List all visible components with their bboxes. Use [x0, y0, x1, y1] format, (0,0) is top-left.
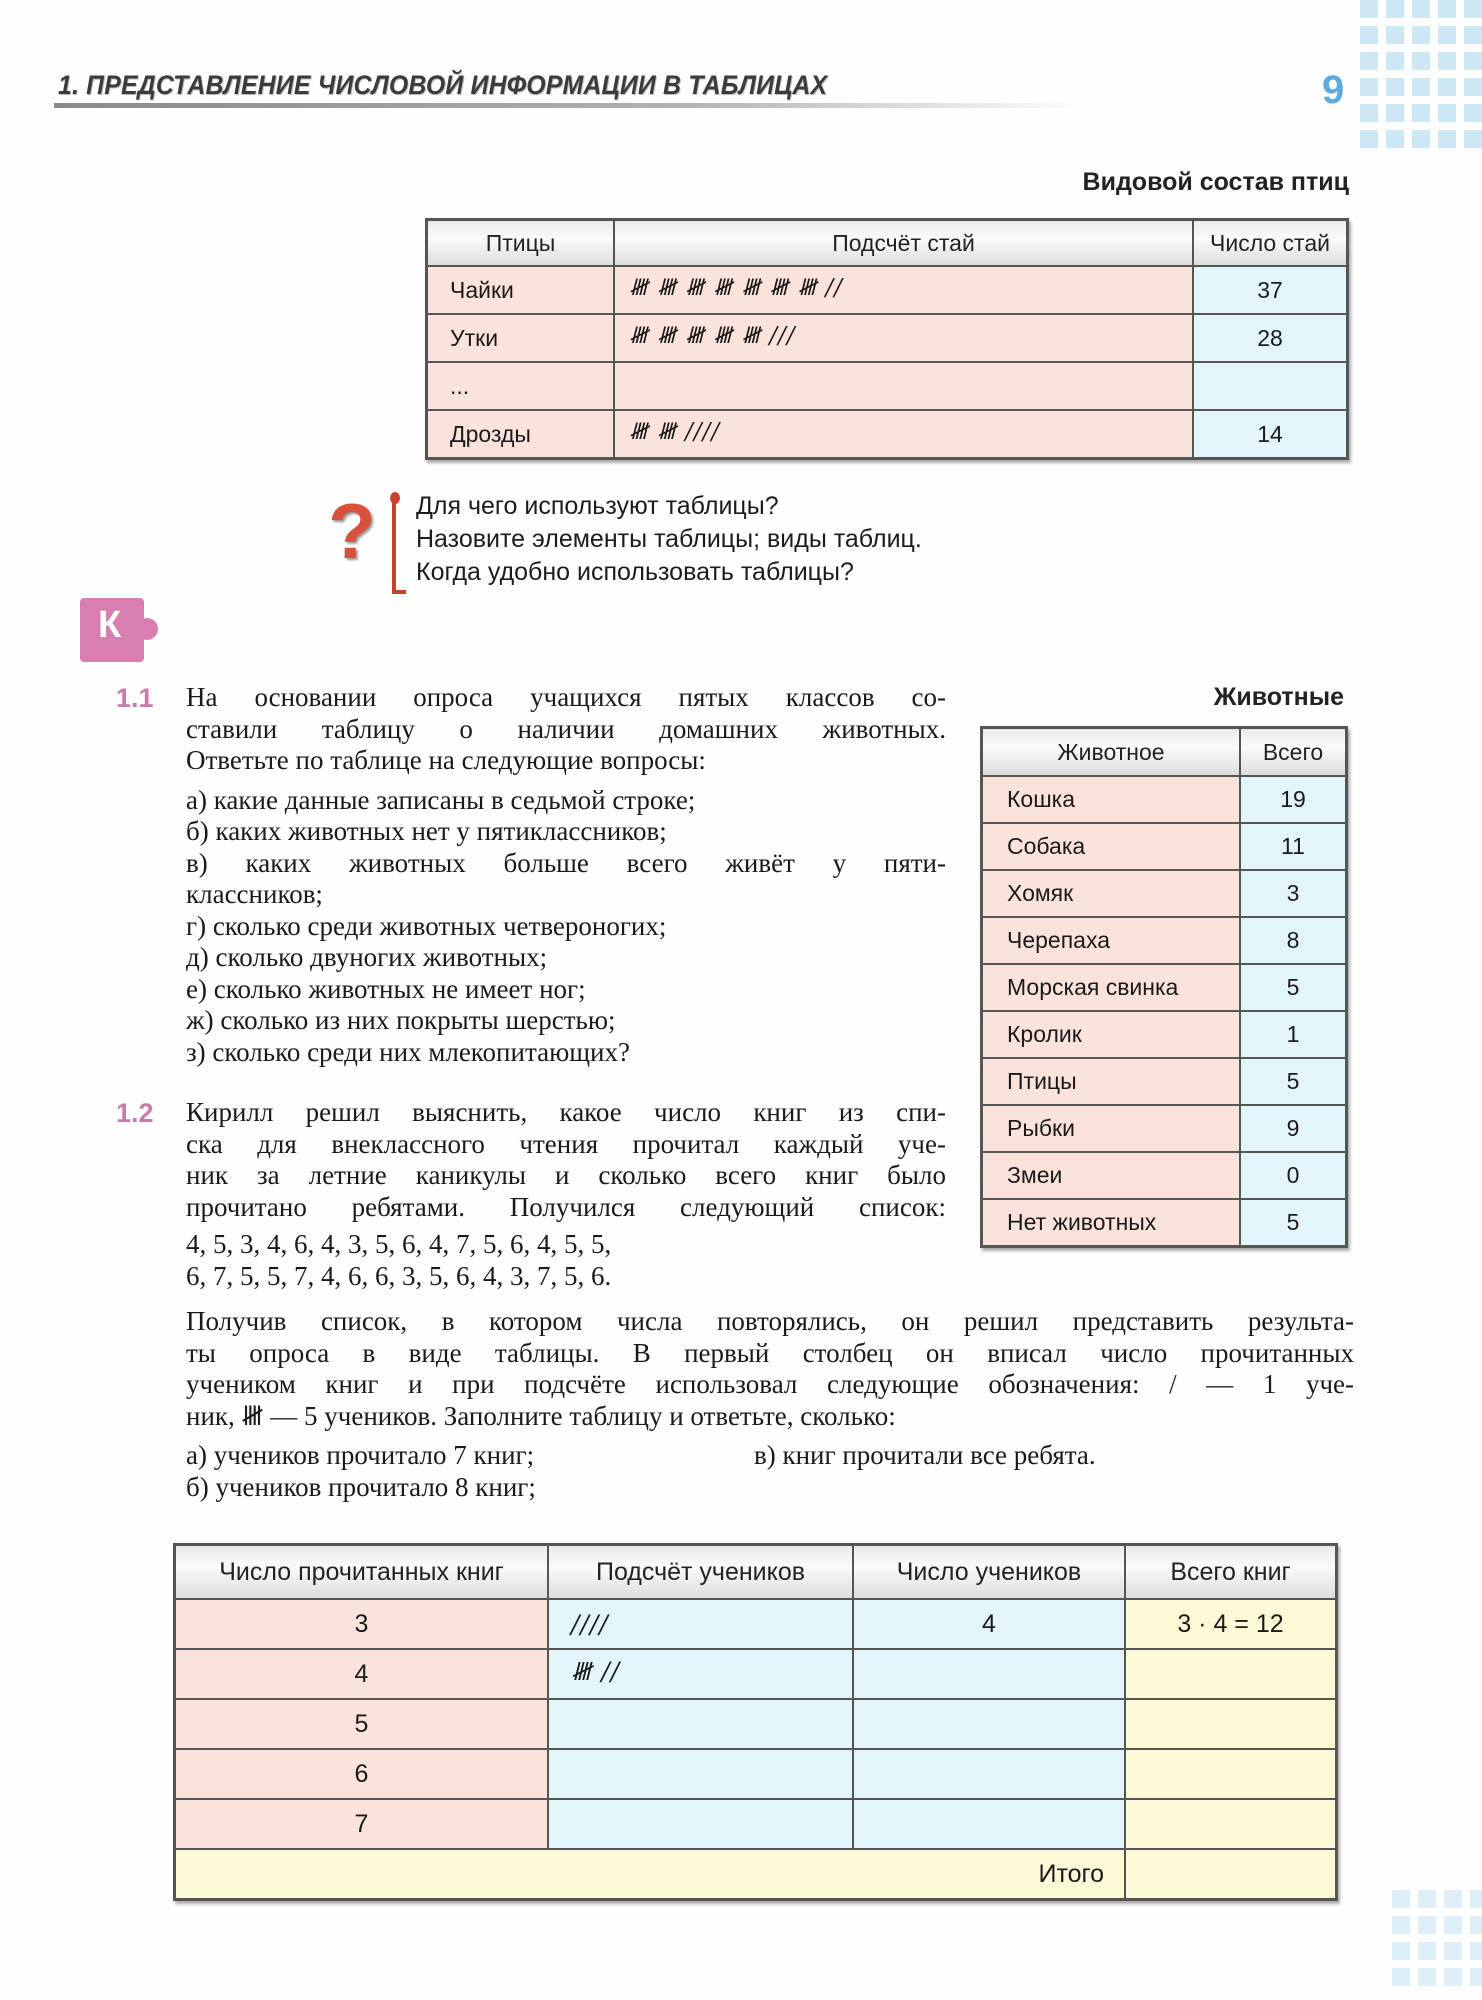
animal-total: 9: [1240, 1105, 1347, 1152]
question-mark-icon: ?: [328, 487, 376, 575]
review-question: Для чего используют таблицы?: [416, 492, 779, 520]
text-line: Ответьте по таблице на следующие вопросы:: [186, 745, 706, 775]
bird-name: ...: [427, 362, 615, 410]
tally-cell[interactable]: [548, 1799, 853, 1849]
table-row: [982, 964, 1347, 1011]
table-row: [982, 917, 1347, 964]
total-value-cell[interactable]: [1125, 1849, 1337, 1900]
books-read: 6: [175, 1749, 549, 1799]
text-line: Получив список, в котором числа повторялись, он решил представить результа-: [186, 1306, 1354, 1336]
animal-total: 5: [1240, 1058, 1347, 1105]
column-header: Подсчёт учеников: [548, 1545, 853, 1600]
flock-count: 37: [1193, 266, 1348, 314]
question-item: а) какие данные записаны в седьмой строке;: [186, 784, 696, 815]
animal-name: Морская свинка: [982, 964, 1241, 1011]
header-rule: [54, 103, 1084, 108]
question-item: б) учеников прочитало 8 книг;: [186, 1471, 536, 1502]
exercise-1-1-text: [186, 682, 946, 1068]
puzzle-piece-icon: [80, 598, 144, 662]
animal-name: Птицы: [982, 1058, 1241, 1105]
table-row: [427, 410, 1348, 459]
column-header: Всего: [1240, 728, 1347, 777]
table-row: [427, 362, 1348, 410]
text-line: прочитано ребятами. Получился следующий список:: [186, 1191, 946, 1222]
number-list-line: 4, 5, 3, 4, 6, 4, 3, 5, 6, 4, 7, 5, 6, 4, 5, 5,: [186, 1229, 612, 1259]
chapter-title: 1. ПРЕДСТАВЛЕНИЕ ЧИСЛОВОЙ ИНФОРМАЦИИ В ТАБЛИЦАХ: [58, 70, 828, 100]
animal-total: 3: [1240, 870, 1347, 917]
birds-table: [425, 218, 1349, 460]
question-item: классников;: [186, 879, 323, 909]
total-books-cell[interactable]: [1125, 1799, 1337, 1849]
column-header: Подсчёт стай: [614, 220, 1193, 267]
birds-table-caption: Видовой состав птиц: [1082, 168, 1349, 196]
total-books-cell[interactable]: [1125, 1749, 1337, 1799]
tally-cell[interactable]: 𝍸 //: [548, 1649, 853, 1699]
question-item: з) сколько среди них млекопитающих?: [186, 1036, 630, 1067]
flock-count: 28: [1193, 314, 1348, 362]
animals-table: [980, 726, 1348, 1248]
column-header: Число стай: [1193, 220, 1348, 267]
table-row: [175, 1649, 1337, 1699]
animal-total: 1: [1240, 1011, 1347, 1058]
review-questions: [416, 490, 922, 589]
table-row: [175, 1749, 1337, 1799]
animal-total: 0: [1240, 1152, 1347, 1199]
table-row: [427, 314, 1348, 362]
text-line: ты опроса в виде таблицы. В первый столбец он вписал число прочитанных: [186, 1337, 1354, 1368]
table-row: [175, 1799, 1337, 1849]
animal-total: 11: [1240, 823, 1347, 870]
total-books-cell[interactable]: [1125, 1649, 1337, 1699]
table-row: [175, 1699, 1337, 1749]
table-row: [982, 1058, 1347, 1105]
column-header: Число учеников: [853, 1545, 1125, 1600]
table-row: [982, 1105, 1347, 1152]
tally-marks: 𝍸 𝍸 𝍸 𝍸 𝍸 𝍸 𝍸 //: [614, 266, 1193, 314]
text-line: ска для внеклассного чтения прочитал каждый уче-: [186, 1128, 946, 1159]
tally-marks: 𝍸 𝍸 𝍸 𝍸 𝍸 ///: [614, 314, 1193, 362]
students-cell[interactable]: 4: [853, 1599, 1125, 1649]
review-question: Когда удобно использовать таблицы?: [416, 558, 854, 586]
students-cell[interactable]: [853, 1649, 1125, 1699]
bird-name: Чайки: [427, 266, 615, 314]
animal-name: Кролик: [982, 1011, 1241, 1058]
animal-name: Собака: [982, 823, 1241, 870]
review-question: Назовите элементы таблицы; виды таблиц.: [416, 525, 922, 553]
books-read: 5: [175, 1699, 549, 1749]
animal-name: Черепаха: [982, 917, 1241, 964]
bird-name: Дрозды: [427, 410, 615, 459]
total-row: [175, 1849, 1337, 1900]
table-row: [982, 1011, 1347, 1058]
text-line: Кирилл решил выяснить, какое число книг из спи-: [186, 1097, 946, 1127]
tally-cell[interactable]: [548, 1699, 853, 1749]
exercise-number: 1.2: [116, 1098, 154, 1128]
table-row: [982, 823, 1347, 870]
tally-marks: 𝍸 𝍸 ////: [614, 410, 1193, 459]
table-row: [982, 776, 1347, 823]
column-header: Птицы: [427, 220, 615, 267]
column-header: Число прочитанных книг: [175, 1545, 549, 1600]
column-header: Животное: [982, 728, 1241, 777]
question-item: б) каких животных нет у пятиклассников;: [186, 816, 667, 846]
page-number: 9: [1322, 68, 1345, 112]
tally-cell[interactable]: ////: [548, 1599, 853, 1649]
question-item: в) книг прочитали все ребята.: [754, 1440, 1096, 1470]
animal-total: 8: [1240, 917, 1347, 964]
decorative-grid-bottom-right: [1392, 1890, 1482, 1986]
table-row: [982, 1199, 1347, 1247]
table-row: [175, 1599, 1337, 1649]
total-books-cell[interactable]: 3 · 4 = 12: [1125, 1599, 1337, 1649]
text-line: ставили таблицу о наличии домашних животных.: [186, 713, 946, 744]
students-cell[interactable]: [853, 1799, 1125, 1849]
books-read: 4: [175, 1649, 549, 1699]
decorative-grid-top-right: [1360, 0, 1482, 148]
animal-name: Змеи: [982, 1152, 1241, 1199]
column-header: Всего книг: [1125, 1545, 1337, 1600]
table-row: [982, 870, 1347, 917]
animal-name: Кошка: [982, 776, 1241, 823]
text-line: ник, 𝍸 — 5 учеников. Заполните таблицу и ответьте, сколько:: [186, 1400, 896, 1431]
total-books-cell[interactable]: [1125, 1699, 1337, 1749]
question-item: г) сколько среди животных четвероногих;: [186, 910, 667, 941]
exercise-number: 1.1: [116, 683, 154, 713]
question-item: д) сколько двуногих животных;: [186, 942, 548, 972]
table-row: [982, 1152, 1347, 1199]
animal-name: Хомяк: [982, 870, 1241, 917]
table-row: [427, 266, 1348, 314]
text-line: ник за летние каникулы и сколько всего книг было: [186, 1160, 946, 1190]
animals-table-caption: Животные: [1213, 683, 1344, 711]
section-letter: К: [98, 604, 122, 646]
animal-total: 5: [1240, 1199, 1347, 1247]
number-list-line: 6, 7, 5, 5, 7, 4, 6, 6, 3, 5, 6, 4, 3, 7, 5, 6.: [186, 1260, 612, 1291]
flock-count: 14: [1193, 410, 1348, 459]
students-cell[interactable]: [853, 1749, 1125, 1799]
exercise-1-2-intro: [186, 1097, 946, 1292]
animal-name: Рыбки: [982, 1105, 1241, 1152]
question-bracket: [392, 498, 406, 594]
question-item: а) учеников прочитало 7 книг;: [186, 1440, 535, 1470]
text-line: учеником книг и при подсчёте использовал следующие обозначения: / — 1 уче-: [186, 1369, 1354, 1399]
exercise-1-2-body: [186, 1306, 1354, 1503]
students-cell[interactable]: [853, 1699, 1125, 1749]
tally-marks: [614, 362, 1193, 410]
books-read: 7: [175, 1799, 549, 1849]
bird-name: Утки: [427, 314, 615, 362]
question-item: в) каких животных больше всего живёт у пяти-: [186, 847, 946, 878]
tally-cell[interactable]: [548, 1749, 853, 1799]
books-table: [173, 1543, 1338, 1901]
question-item: ж) сколько из них покрыты шерстью;: [186, 1005, 616, 1035]
question-item: е) сколько животных не имеет ног;: [186, 973, 586, 1004]
animal-name: Нет животных: [982, 1199, 1241, 1247]
flock-count: [1193, 362, 1348, 410]
animal-total: 19: [1240, 776, 1347, 823]
animal-total: 5: [1240, 964, 1347, 1011]
text-line: На основании опроса учащихся пятых классов со-: [186, 682, 946, 712]
total-label: Итого: [175, 1849, 1126, 1900]
books-read: 3: [175, 1599, 549, 1649]
